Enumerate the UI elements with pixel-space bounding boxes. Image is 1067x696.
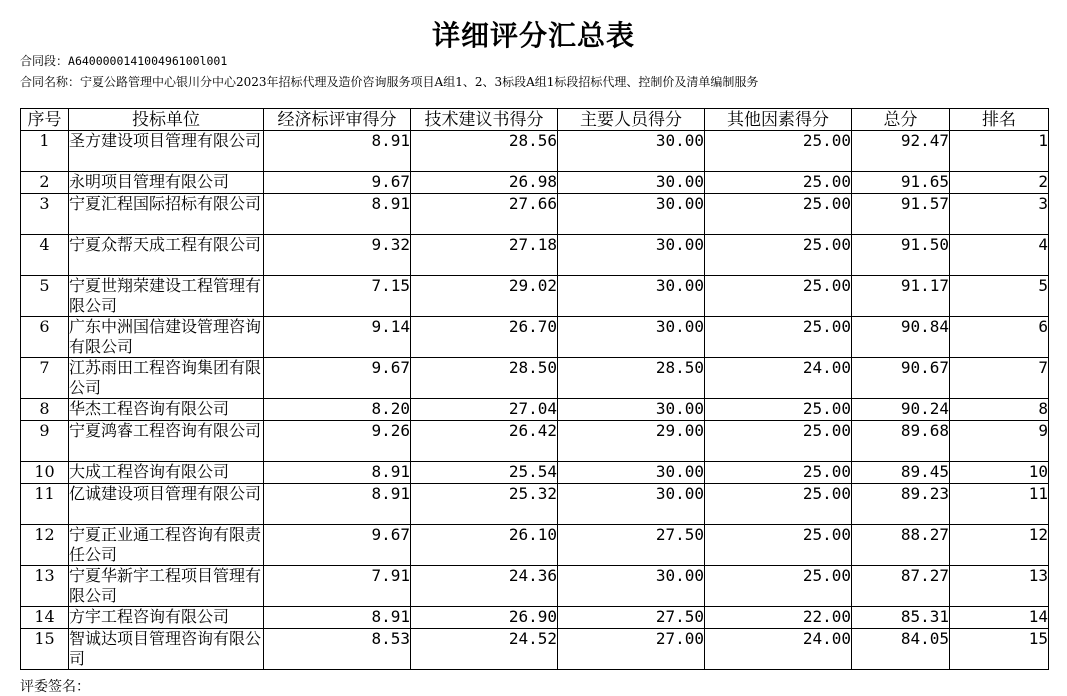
row-econ-score: 9.67 [264,172,411,194]
contract-name-value: 宁夏公路管理中心银川分中心2023年招标代理及造价咨询服务项目A组1、2、3标段A组1标段招标代理、控制价及清单编制服务 [80,75,759,89]
row-seq: 15 [21,629,69,670]
row-tech-score: 25.54 [411,462,558,484]
row-seq: 3 [21,194,69,235]
header-staff-score: 主要人员得分 [558,109,705,131]
row-rank: 9 [950,421,1049,462]
row-bidder: 大成工程咨询有限公司 [69,462,264,484]
row-staff-score: 30.00 [558,399,705,421]
row-econ-score: 8.91 [264,462,411,484]
row-bidder: 智诚达项目管理咨询有限公司 [69,629,264,670]
row-econ-score: 9.26 [264,421,411,462]
row-other-score: 25.00 [705,421,852,462]
row-seq: 6 [21,317,69,358]
row-econ-score: 8.91 [264,194,411,235]
row-staff-score: 28.50 [558,358,705,399]
row-staff-score: 30.00 [558,484,705,525]
row-rank: 2 [950,172,1049,194]
row-total: 89.23 [852,484,950,525]
row-total: 90.24 [852,399,950,421]
row-bidder: 宁夏华新宇工程项目管理有限公司 [69,566,264,607]
row-tech-score: 26.98 [411,172,558,194]
row-other-score: 25.00 [705,525,852,566]
row-rank: 12 [950,525,1049,566]
row-seq: 5 [21,276,69,317]
row-tech-score: 26.70 [411,317,558,358]
row-econ-score: 9.67 [264,358,411,399]
row-bidder: 宁夏鸿睿工程咨询有限公司 [69,421,264,462]
row-seq: 12 [21,525,69,566]
table-row [21,131,1049,172]
row-total: 89.68 [852,421,950,462]
row-other-score: 22.00 [705,607,852,629]
row-rank: 15 [950,629,1049,670]
row-seq: 14 [21,607,69,629]
contract-no-label: 合同段： [20,54,69,68]
table-row [21,172,1049,194]
row-staff-score: 30.00 [558,235,705,276]
row-tech-score: 27.18 [411,235,558,276]
row-staff-score: 30.00 [558,317,705,358]
table-row [21,421,1049,462]
row-staff-score: 27.50 [558,607,705,629]
row-tech-score: 29.02 [411,276,558,317]
row-other-score: 25.00 [705,566,852,607]
row-rank: 11 [950,484,1049,525]
row-rank: 6 [950,317,1049,358]
row-seq: 1 [21,131,69,172]
row-other-score: 24.00 [705,629,852,670]
row-staff-score: 30.00 [558,194,705,235]
row-staff-score: 29.00 [558,421,705,462]
row-bidder: 宁夏世翔荣建设工程管理有限公司 [69,276,264,317]
row-tech-score: 26.42 [411,421,558,462]
contract-no-value: A640000014100496100l001 [68,54,228,68]
row-total: 85.31 [852,607,950,629]
row-rank: 1 [950,131,1049,172]
row-total: 84.05 [852,629,950,670]
table-row [21,462,1049,484]
row-other-score: 25.00 [705,462,852,484]
header-other-score: 其他因素得分 [705,109,852,131]
row-tech-score: 24.36 [411,566,558,607]
row-bidder: 方宇工程咨询有限公司 [69,607,264,629]
row-bidder: 亿诚建设项目管理有限公司 [69,484,264,525]
row-total: 91.17 [852,276,950,317]
row-total: 88.27 [852,525,950,566]
row-staff-score: 30.00 [558,276,705,317]
judge-signature-label: 评委签名： [20,679,90,695]
row-tech-score: 25.32 [411,484,558,525]
row-rank: 7 [950,358,1049,399]
row-other-score: 25.00 [705,194,852,235]
header-rank: 排名 [950,109,1049,131]
table-row [21,317,1049,358]
row-seq: 4 [21,235,69,276]
row-seq: 8 [21,399,69,421]
row-bidder: 江苏雨田工程咨询集团有限公司 [69,358,264,399]
row-staff-score: 30.00 [558,462,705,484]
row-total: 92.47 [852,131,950,172]
row-tech-score: 26.90 [411,607,558,629]
row-other-score: 25.00 [705,399,852,421]
row-staff-score: 30.00 [558,131,705,172]
row-tech-score: 27.04 [411,399,558,421]
page-title: 详细评分汇总表 [431,19,635,52]
row-other-score: 25.00 [705,235,852,276]
row-rank: 14 [950,607,1049,629]
table-row [21,629,1049,670]
row-econ-score: 7.91 [264,566,411,607]
row-total: 91.57 [852,194,950,235]
row-other-score: 25.00 [705,484,852,525]
row-rank: 10 [950,462,1049,484]
row-econ-score: 8.91 [264,131,411,172]
row-rank: 4 [950,235,1049,276]
row-bidder: 永明项目管理有限公司 [69,172,264,194]
row-seq: 7 [21,358,69,399]
row-total: 90.84 [852,317,950,358]
contract-name-line [20,73,758,90]
table-row [21,484,1049,525]
table-row [21,607,1049,629]
table-header-row [21,109,1049,131]
row-total: 91.65 [852,172,950,194]
row-other-score: 25.00 [705,317,852,358]
row-rank: 5 [950,276,1049,317]
row-total: 87.27 [852,566,950,607]
table-row [21,566,1049,607]
table-row [21,358,1049,399]
table-row [21,525,1049,566]
row-other-score: 25.00 [705,131,852,172]
row-staff-score: 30.00 [558,172,705,194]
header-bidder: 投标单位 [69,109,264,131]
row-seq: 13 [21,566,69,607]
score-table [20,108,1049,670]
row-tech-score: 24.52 [411,629,558,670]
table-row [21,399,1049,421]
row-seq: 11 [21,484,69,525]
row-rank: 8 [950,399,1049,421]
row-econ-score: 9.67 [264,525,411,566]
row-bidder: 宁夏正业通工程咨询有限责任公司 [69,525,264,566]
row-econ-score: 8.91 [264,607,411,629]
row-staff-score: 30.00 [558,566,705,607]
row-other-score: 24.00 [705,358,852,399]
contract-name-label: 合同名称： [20,75,81,89]
row-tech-score: 28.56 [411,131,558,172]
row-econ-score: 8.20 [264,399,411,421]
header-seq: 序号 [21,109,69,131]
row-bidder: 宁夏汇程国际招标有限公司 [69,194,264,235]
row-seq: 2 [21,172,69,194]
row-tech-score: 28.50 [411,358,558,399]
header-tech-score: 技术建议书得分 [411,109,558,131]
row-econ-score: 8.53 [264,629,411,670]
row-econ-score: 8.91 [264,484,411,525]
row-seq: 9 [21,421,69,462]
row-econ-score: 9.14 [264,317,411,358]
row-rank: 13 [950,566,1049,607]
table-row [21,276,1049,317]
row-total: 90.67 [852,358,950,399]
contract-no-line [20,52,227,69]
row-rank: 3 [950,194,1049,235]
row-staff-score: 27.00 [558,629,705,670]
row-bidder: 圣方建设项目管理有限公司 [69,131,264,172]
row-econ-score: 7.15 [264,276,411,317]
header-total: 总分 [852,109,950,131]
row-total: 89.45 [852,462,950,484]
row-bidder: 华杰工程咨询有限公司 [69,399,264,421]
row-staff-score: 27.50 [558,525,705,566]
row-other-score: 25.00 [705,172,852,194]
header-econ-score: 经济标评审得分 [264,109,411,131]
row-bidder: 宁夏众帮天成工程有限公司 [69,235,264,276]
table-row [21,235,1049,276]
row-other-score: 25.00 [705,276,852,317]
table-row [21,194,1049,235]
row-seq: 10 [21,462,69,484]
row-tech-score: 27.66 [411,194,558,235]
row-tech-score: 26.10 [411,525,558,566]
row-bidder: 广东中洲国信建设管理咨询有限公司 [69,317,264,358]
row-econ-score: 9.32 [264,235,411,276]
row-total: 91.50 [852,235,950,276]
